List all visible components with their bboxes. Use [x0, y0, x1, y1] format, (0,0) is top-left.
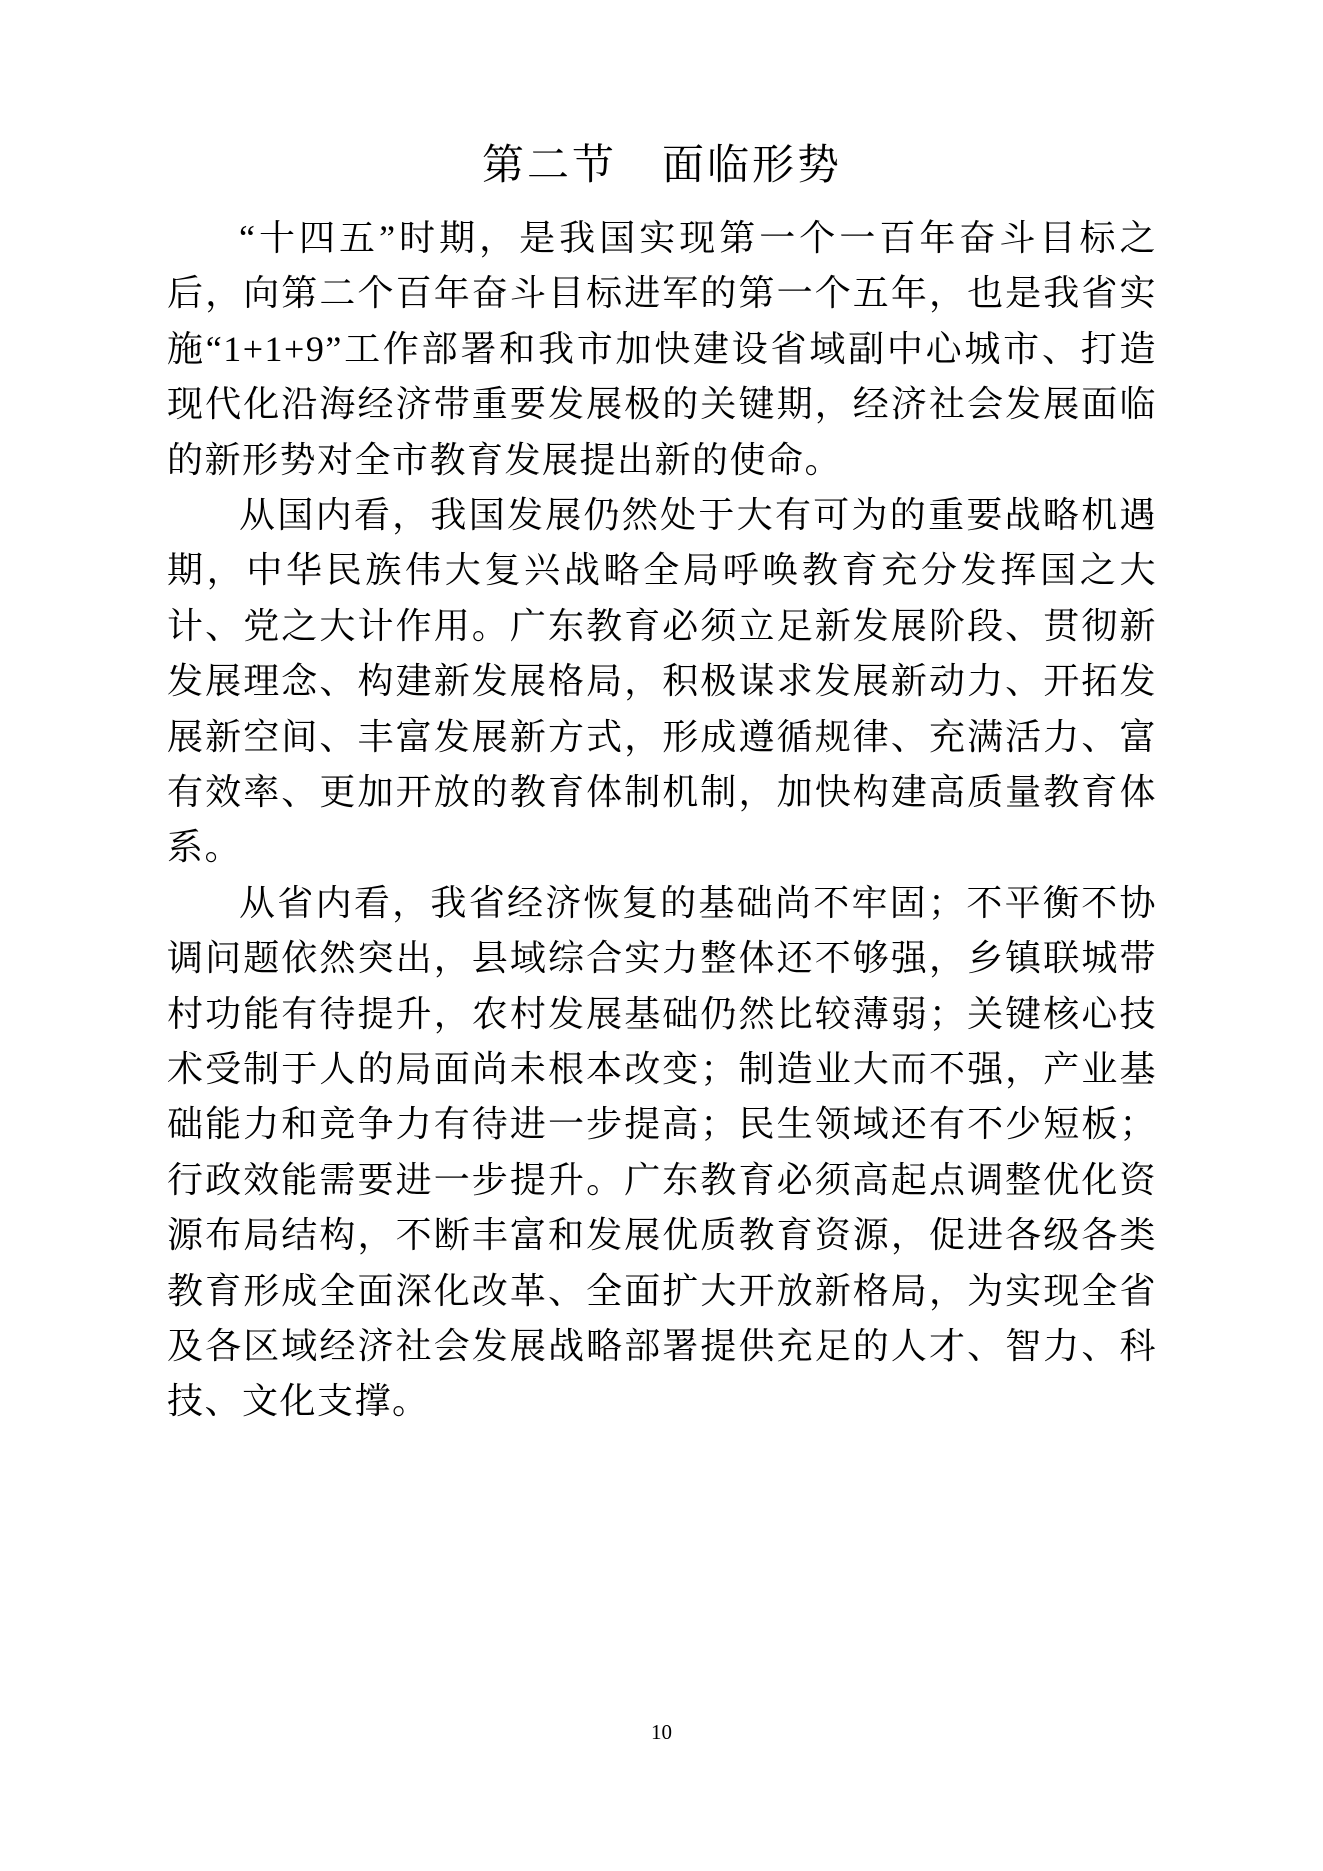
section-title: 第二节 面临形势	[481, 143, 842, 189]
document-content	[167, 136, 1157, 1430]
paragraph: 从国内看，我国发展仍然处于大有可为的重要战略机遇期，中华民族伟大复兴战略全局呼唤教育充分发挥国之大计、党之大计作用。广东教育必须立足新发展阶段、贯彻新发展理念、构建新发展格局，积极谋求发展新动力、开拓发展新空间、丰富发展新方式，形成遵循规律、充满活力、富有效率、更加开放的教育体制机制，加快构建高质量教育体系。	[167, 494, 1157, 868]
paragraph: “十四五”时期，是我国实现第一个一百年奋斗目标之后，向第二个百年奋斗目标进军的第一个五年，也是我省实施“1+1+9”工作部署和我市加快建设省域副中心城市、打造现代化沿海经济带重要发展极的关键期，经济社会发展面临的新形势对全市教育发展提出新的使命。	[167, 217, 1157, 480]
page-number: 10	[651, 1720, 672, 1744]
paragraph: 从省内看，我省经济恢复的基础尚不牢固；不平衡不协调问题依然突出，县域综合实力整体还不够强，乡镇联城带村功能有待提升，农村发展基础仍然比较薄弱；关键核心技术受制于人的局面尚未根本改变；制造业大而不强，产业基础能力和竞争力有待进一步提高；民生领域还有不少短板；行政效能需要进一步提升。广东教育必须高起点调整优化资源布局结构，不断丰富和发展优质教育资源，促进各级各类教育形成全面深化改革、全面扩大开放新格局，为实现全省及各区域经济社会发展战略部署提供充足的人才、智力、科技、文化支撑。	[167, 882, 1157, 1422]
